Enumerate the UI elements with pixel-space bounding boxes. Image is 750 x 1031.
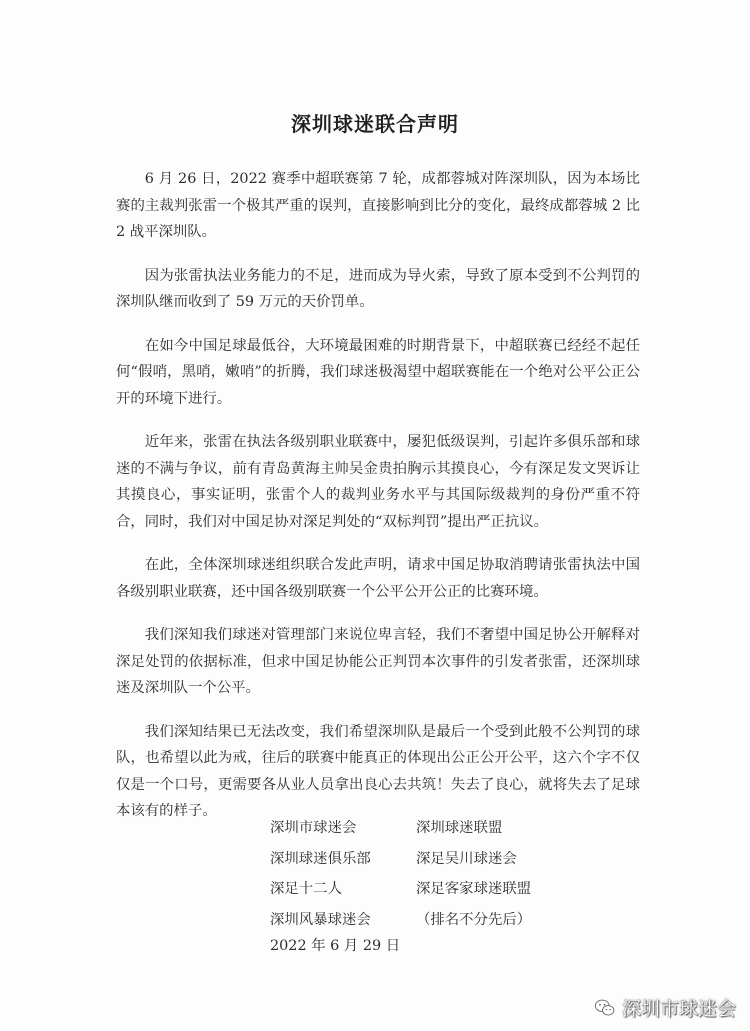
paragraph-3: 在如今中国足球最低谷，大环境最困难的时期背景下，中超联赛已经经不起任何“假哨，黑哨，嫩哨”的折腾，我们球迷极渴望中超联赛能在一个绝对公平公正公开的环境下进行。: [116, 337, 640, 407]
signatory: 深圳市球迷会: [270, 820, 357, 836]
paragraph-5: 在此，全体深圳球迷组织联合发此声明，请求中国足协取消聘请张雷执法中国各级别职业联赛，还中国各级别联赛一个公平公开公正的比赛环境。: [116, 557, 640, 600]
signatory-row: [270, 877, 630, 908]
paragraph-4: 近年来，张雷在执法各级别职业联赛中，屡犯低级误判，引起许多俱乐部和球迷的不满与争议，前有青岛黄海主帅吴金贵拍胸示其摸良心，今有深足发文哭诉让其摸良心，事实证明，张雷个人的裁判业务水平与其国际级裁判的身份严重不符合，同时，我们对中国足协对深足判处的“双标判罚”提出严正抗议。: [116, 434, 640, 530]
paragraph-6: 我们深知我们球迷对管理部门来说位卑言轻，我们不奢望中国足协公开解释对深足处罚的依据标准，但求中国足协能公正判罚本次事件的引发者张雷，还深圳球迷及深圳队一个公平。: [116, 627, 640, 696]
paragraph-1: 6 月 26 日，2022 赛季中超联赛第 7 轮，成都蓉城对阵深圳队，因为本场比赛的主裁判张雷一个极其严重的误判，直接影响到比分的变化，最终成都蓉城 2 比 2 战平深圳队。: [116, 171, 640, 240]
document-date: 2022 年 6 月 29 日: [270, 938, 401, 954]
document-body: [116, 166, 640, 842]
paragraph-2: 因为张雷执法业务能力的不足，进而成为导火索，导致了原本受到不公判罚的深圳队继而收到了 59 万元的天价罚单。: [116, 267, 640, 310]
paragraph-7: 我们深知结果已无法改变，我们希望深圳队是最后一个受到此般不公判罚的球队，也希望以此为戒，往后的联赛中能真正的体现出公正公开公平，这六个字不仅仅是一个口号，更需要各从业人员拿出良心去共筑！失去了良心，就将失去了足球本该有的样子。: [116, 723, 640, 819]
watermark-text: 深圳市球迷会: [621, 998, 736, 1020]
signatory: 深圳球迷俱乐部: [270, 850, 371, 867]
signatory: 深足客家球迷联盟: [416, 881, 532, 897]
signatory: 深足十二人: [270, 881, 342, 897]
signatory: 深足吴川球迷会: [416, 850, 517, 867]
watermark: [594, 994, 736, 1021]
signatory: 深圳球迷联盟: [416, 820, 503, 836]
signatory-row: [270, 816, 630, 847]
wechat-icon: [594, 997, 616, 1019]
document-title: 深圳球迷联合声明: [291, 112, 459, 136]
signatory: 深圳风暴球迷会: [270, 911, 371, 928]
signatory-row: [270, 847, 630, 878]
ranking-note: （排名不分先后）: [416, 911, 532, 928]
signatory-list: [270, 816, 630, 938]
